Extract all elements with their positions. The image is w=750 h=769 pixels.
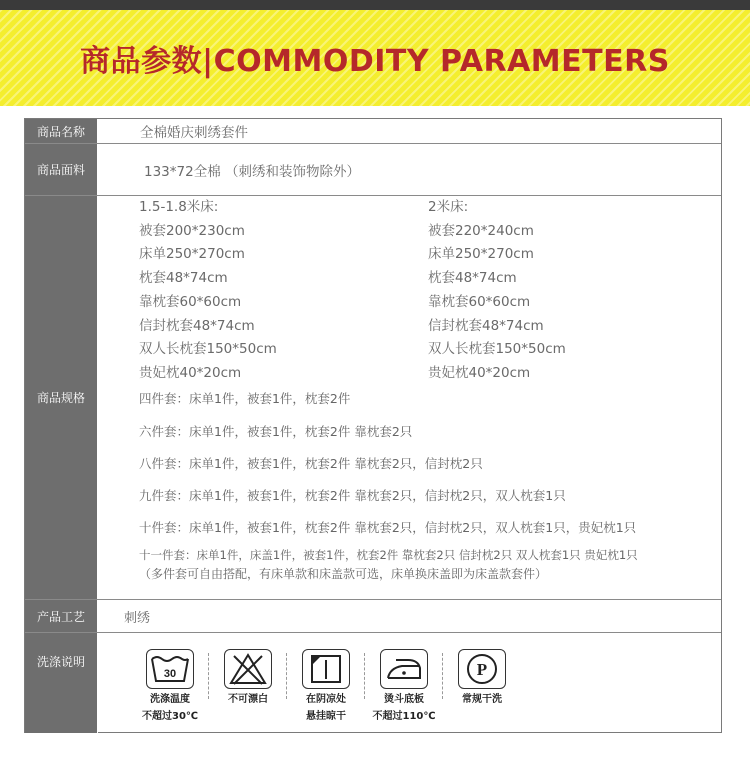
set-eleven: 十一件套：床单1件，床盖1件，被套1件，枕套2件 靠枕套2只 信封枕2只 双人枕套1只 贵妃枕1只 bbox=[139, 548, 638, 562]
size-item: 双人长枕套150*50cm bbox=[428, 341, 566, 358]
divider bbox=[442, 653, 443, 699]
set-six: 六件套：床单1件，被套1件，枕套2件 靠枕套2只 bbox=[139, 424, 413, 439]
size-list-1-5m bbox=[139, 196, 277, 386]
dry-clean-icon bbox=[458, 649, 506, 689]
craft-value: 刺绣 bbox=[124, 610, 151, 626]
care-caption: 悬挂晾干 bbox=[306, 711, 346, 722]
shade-dry-icon bbox=[302, 649, 350, 689]
size-item: 床单250*270cm bbox=[428, 246, 534, 263]
size-item: 贵妃枕40*20cm bbox=[428, 364, 531, 381]
fabric-value: 133*72全棉 （刺绣和装饰物除外） bbox=[144, 163, 360, 180]
label-fabric: 商品面料 bbox=[25, 144, 98, 195]
fabric-cell bbox=[98, 144, 721, 195]
no-bleach-icon bbox=[224, 649, 272, 689]
label-wash: 洗涤说明 bbox=[25, 633, 98, 733]
row-fabric bbox=[25, 144, 721, 196]
care-wash-30 bbox=[135, 649, 205, 723]
row-spec bbox=[25, 196, 721, 600]
care-caption: 不超过110℃ bbox=[372, 711, 436, 722]
care-dry-clean bbox=[447, 649, 517, 711]
size-item: 1.5-1.8米床: bbox=[139, 199, 219, 215]
care-iron bbox=[369, 649, 439, 723]
size-item: 2米床: bbox=[428, 199, 469, 215]
dry-clean-letter: P bbox=[476, 660, 488, 679]
size-item: 贵妃枕40*20cm bbox=[139, 364, 242, 381]
divider bbox=[286, 653, 287, 699]
size-item: 靠枕套60*60cm bbox=[428, 293, 531, 310]
top-dark-bar bbox=[0, 0, 750, 10]
iron-icon bbox=[380, 649, 428, 689]
size-item: 信封枕套48*74cm bbox=[428, 317, 544, 334]
size-item: 信封枕套48*74cm bbox=[139, 317, 255, 334]
size-item: 床单250*270cm bbox=[139, 246, 245, 263]
size-item: 被套200*230cm bbox=[139, 222, 245, 239]
wash-30-icon bbox=[146, 649, 194, 689]
header-banner bbox=[0, 10, 750, 106]
size-item: 被套220*240cm bbox=[428, 222, 534, 239]
care-caption: 烫斗底板 bbox=[384, 694, 424, 705]
care-caption: 不超过30℃ bbox=[141, 711, 199, 722]
care-caption: 在阴凉处 bbox=[306, 694, 346, 705]
care-caption: 常规干洗 bbox=[462, 694, 502, 705]
care-shade-dry bbox=[291, 649, 361, 723]
row-product-name bbox=[25, 119, 721, 144]
parameters-table bbox=[24, 118, 722, 733]
wash-temp-number: 30 bbox=[163, 668, 177, 680]
banner-title: 商品参数|COMMODITY PARAMETERS bbox=[80, 44, 670, 79]
label-product-name: 商品名称 bbox=[25, 119, 98, 143]
row-wash bbox=[25, 633, 721, 733]
divider bbox=[364, 653, 365, 699]
craft-cell bbox=[98, 600, 721, 632]
size-item: 靠枕套60*60cm bbox=[139, 293, 242, 310]
product-name-value: 全棉婚庆刺绣套件 bbox=[140, 125, 248, 141]
care-caption: 不可漂白 bbox=[228, 694, 268, 705]
set-note: （多件套可自由搭配，有床单款和床盖款可选，床单换床盖即为床盖款套件） bbox=[139, 567, 548, 581]
divider bbox=[208, 653, 209, 699]
set-ten: 十件套：床单1件，被套1件，枕套2件 靠枕套2只，信封枕2只，双人枕套1只，贵妃枕1只 bbox=[139, 520, 637, 535]
care-no-bleach bbox=[213, 649, 283, 711]
spec-cell bbox=[98, 196, 721, 599]
wash-cell bbox=[98, 633, 721, 733]
size-item: 枕套48*74cm bbox=[428, 270, 517, 287]
size-item: 枕套48*74cm bbox=[139, 270, 228, 287]
label-craft: 产品工艺 bbox=[25, 600, 98, 632]
size-item: 双人长枕套150*50cm bbox=[139, 341, 277, 358]
set-eight: 八件套：床单1件，被套1件，枕套2件 靠枕套2只，信封枕2只 bbox=[139, 456, 483, 471]
care-caption: 洗涤温度 bbox=[150, 694, 190, 705]
label-spec: 商品规格 bbox=[25, 196, 98, 599]
set-four: 四件套：床单1件，被套1件，枕套2件 bbox=[139, 391, 351, 406]
product-name-cell bbox=[98, 119, 721, 143]
size-list-2m bbox=[428, 196, 566, 386]
set-nine: 九件套：床单1件，被套1件，枕套2件 靠枕套2只，信封枕2只，双人枕套1只 bbox=[139, 488, 566, 503]
row-craft bbox=[25, 600, 721, 633]
